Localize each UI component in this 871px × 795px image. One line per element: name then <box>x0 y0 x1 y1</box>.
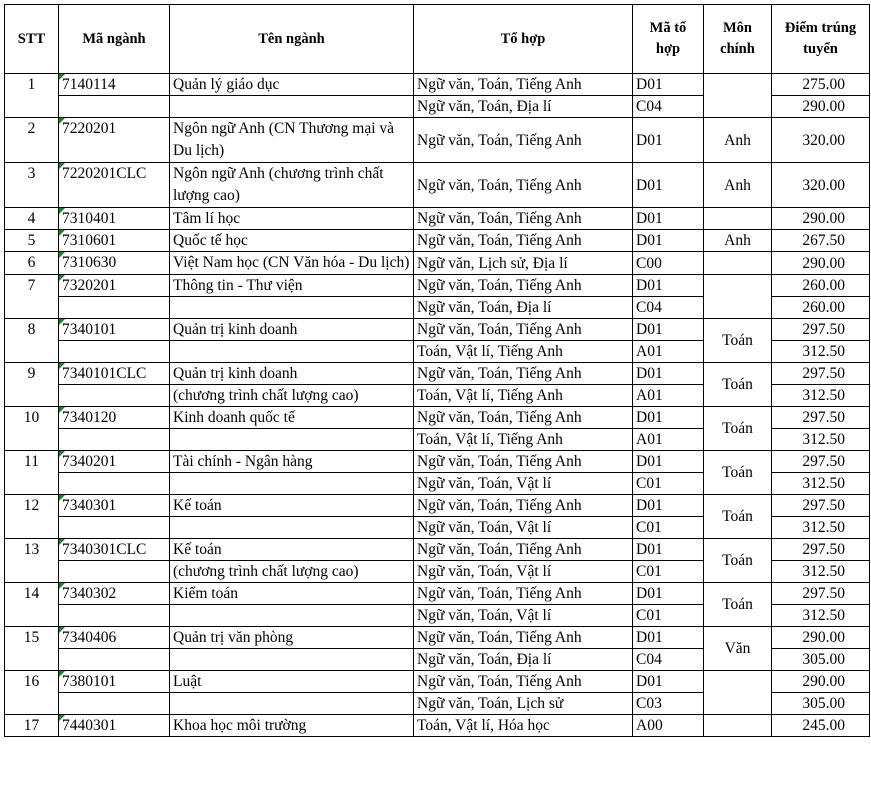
score-cell: 260.00 <box>772 275 870 297</box>
combo-cell: Ngữ văn, Toán, Địa lí <box>414 297 633 319</box>
combo-code-cell: C01 <box>633 561 704 583</box>
combo-code-cell: D01 <box>633 208 704 230</box>
stt-cell: 15 <box>5 627 59 671</box>
main-subject-cell: Toán <box>704 451 772 495</box>
combo-cell: Ngữ văn, Toán, Vật lí <box>414 605 633 627</box>
stt-cell: 6 <box>5 252 59 275</box>
table-row <box>5 671 870 693</box>
major-code-cell: 7220201CLC <box>59 163 170 208</box>
combo-code-cell: D01 <box>633 319 704 341</box>
major-name-cell: Quản lý giáo dục <box>170 74 414 96</box>
table-row <box>5 715 870 737</box>
main-subject-cell <box>704 715 772 737</box>
score-cell: 312.50 <box>772 429 870 451</box>
major-name-cell: Quốc tế học <box>170 230 414 252</box>
main-subject-cell <box>704 74 772 118</box>
major-name-cell: Kế toán <box>170 539 414 561</box>
major-code-cell-empty <box>59 517 170 539</box>
main-subject-cell <box>704 275 772 319</box>
major-name-cell: Ngôn ngữ Anh (CN Thương mại và Du lịch) <box>170 118 414 163</box>
combo-code-cell: C01 <box>633 517 704 539</box>
table-row <box>5 627 870 649</box>
combo-cell: Toán, Vật lí, Tiếng Anh <box>414 429 633 451</box>
header-ten-nganh: Tên ngành <box>170 5 414 74</box>
major-code-cell-empty <box>59 473 170 495</box>
combo-code-cell: D01 <box>633 230 704 252</box>
score-cell: 312.50 <box>772 517 870 539</box>
table-row <box>5 583 870 605</box>
score-cell: 260.00 <box>772 297 870 319</box>
combo-code-cell: C04 <box>633 297 704 319</box>
combo-cell: Ngữ văn, Toán, Vật lí <box>414 517 633 539</box>
combo-code-cell: D01 <box>633 671 704 693</box>
combo-code-cell: D01 <box>633 495 704 517</box>
major-name-cell-empty <box>170 429 414 451</box>
major-name-cell: Việt Nam học (CN Văn hóa - Du lịch) <box>170 252 414 275</box>
main-subject-cell: Toán <box>704 319 772 363</box>
major-name-cell-empty <box>170 605 414 627</box>
table-row <box>5 363 870 385</box>
stt-cell: 5 <box>5 230 59 252</box>
table-row <box>5 495 870 517</box>
combo-code-cell: D01 <box>633 583 704 605</box>
major-code-cell-empty <box>59 341 170 363</box>
major-name-cell-cont: (chương trình chất lượng cao) <box>170 385 414 407</box>
combo-code-cell: C04 <box>633 649 704 671</box>
table-row <box>5 539 870 561</box>
main-subject-cell: Toán <box>704 407 772 451</box>
stt-cell: 13 <box>5 539 59 583</box>
score-cell: 297.50 <box>772 451 870 473</box>
score-cell: 290.00 <box>772 671 870 693</box>
major-name-cell-empty <box>170 96 414 118</box>
combo-cell: Ngữ văn, Toán, Tiếng Anh <box>414 118 633 163</box>
major-name-cell: Tài chính - Ngân hàng <box>170 451 414 473</box>
combo-code-cell: C00 <box>633 252 704 275</box>
combo-code-cell: A01 <box>633 341 704 363</box>
stt-cell: 4 <box>5 208 59 230</box>
major-code-cell-empty <box>59 649 170 671</box>
major-code-cell: 7310630 <box>59 252 170 275</box>
combo-code-cell: A01 <box>633 429 704 451</box>
table-row <box>5 74 870 96</box>
major-name-cell: Kế toán <box>170 495 414 517</box>
main-subject-cell: Toán <box>704 363 772 407</box>
score-cell: 312.50 <box>772 605 870 627</box>
stt-cell: 7 <box>5 275 59 319</box>
major-name-cell: Luật <box>170 671 414 693</box>
combo-code-cell: D01 <box>633 363 704 385</box>
major-code-cell-empty <box>59 693 170 715</box>
admission-score-table <box>4 4 870 737</box>
main-subject-cell: Anh <box>704 163 772 208</box>
combo-cell: Ngữ văn, Toán, Vật lí <box>414 473 633 495</box>
major-name-cell: Quản trị kinh doanh <box>170 319 414 341</box>
stt-cell: 16 <box>5 671 59 715</box>
combo-cell: Ngữ văn, Toán, Tiếng Anh <box>414 495 633 517</box>
header-mon-chinh: Môn chính <box>704 5 772 74</box>
table-row <box>5 208 870 230</box>
combo-code-cell: A00 <box>633 715 704 737</box>
score-cell: 297.50 <box>772 583 870 605</box>
combo-cell: Ngữ văn, Toán, Tiếng Anh <box>414 319 633 341</box>
table-row <box>5 451 870 473</box>
major-code-cell: 7140114 <box>59 74 170 96</box>
combo-cell: Ngữ văn, Lịch sử, Địa lí <box>414 252 633 275</box>
major-code-cell: 7340406 <box>59 627 170 649</box>
combo-cell: Ngữ văn, Toán, Tiếng Anh <box>414 230 633 252</box>
main-subject-cell <box>704 671 772 715</box>
combo-cell: Ngữ văn, Toán, Tiếng Anh <box>414 363 633 385</box>
major-code-cell: 7340101 <box>59 319 170 341</box>
stt-cell: 11 <box>5 451 59 495</box>
stt-cell: 1 <box>5 74 59 118</box>
major-code-cell: 7340302 <box>59 583 170 605</box>
combo-code-cell: D01 <box>633 163 704 208</box>
score-cell: 297.50 <box>772 363 870 385</box>
major-code-cell: 7340201 <box>59 451 170 473</box>
table-row <box>5 407 870 429</box>
combo-cell: Ngữ văn, Toán, Tiếng Anh <box>414 627 633 649</box>
combo-cell: Ngữ văn, Toán, Địa lí <box>414 96 633 118</box>
major-code-cell-empty <box>59 297 170 319</box>
major-code-cell: 7440301 <box>59 715 170 737</box>
combo-cell: Ngữ văn, Toán, Tiếng Anh <box>414 583 633 605</box>
major-code-cell: 7320201 <box>59 275 170 297</box>
header-diem: Điểm trúng tuyển <box>772 5 870 74</box>
major-code-cell: 7380101 <box>59 671 170 693</box>
main-subject-cell <box>704 208 772 230</box>
major-name-cell: Kiểm toán <box>170 583 414 605</box>
combo-cell: Ngữ văn, Toán, Tiếng Anh <box>414 163 633 208</box>
combo-code-cell: D01 <box>633 74 704 96</box>
main-subject-cell: Anh <box>704 230 772 252</box>
combo-code-cell: C03 <box>633 693 704 715</box>
combo-code-cell: C01 <box>633 473 704 495</box>
major-code-cell-empty <box>59 96 170 118</box>
score-cell: 305.00 <box>772 693 870 715</box>
score-cell: 305.00 <box>772 649 870 671</box>
table-row <box>5 118 870 163</box>
major-name-cell: Kinh doanh quốc tế <box>170 407 414 429</box>
combo-cell: Ngữ văn, Toán, Lịch sử <box>414 693 633 715</box>
major-code-cell: 7310401 <box>59 208 170 230</box>
score-cell: 320.00 <box>772 118 870 163</box>
major-code-cell: 7340301 <box>59 495 170 517</box>
main-subject-cell: Toán <box>704 495 772 539</box>
main-subject-cell: Toán <box>704 583 772 627</box>
stt-cell: 12 <box>5 495 59 539</box>
major-name-cell: Khoa học môi trường <box>170 715 414 737</box>
table-row <box>5 275 870 297</box>
major-name-cell-cont: (chương trình chất lượng cao) <box>170 561 414 583</box>
main-subject-cell <box>704 252 772 275</box>
major-name-cell-empty <box>170 649 414 671</box>
header-ma-nganh: Mã ngành <box>59 5 170 74</box>
major-name-cell-empty <box>170 297 414 319</box>
combo-cell: Toán, Vật lí, Tiếng Anh <box>414 341 633 363</box>
combo-code-cell: D01 <box>633 451 704 473</box>
combo-cell: Ngữ văn, Toán, Địa lí <box>414 649 633 671</box>
score-cell: 290.00 <box>772 208 870 230</box>
combo-code-cell: D01 <box>633 539 704 561</box>
combo-cell: Ngữ văn, Toán, Tiếng Anh <box>414 671 633 693</box>
stt-cell: 10 <box>5 407 59 451</box>
major-code-cell: 7340120 <box>59 407 170 429</box>
major-name-cell: Quản trị văn phòng <box>170 627 414 649</box>
table-row <box>5 163 870 208</box>
major-code-cell: 7340101CLC <box>59 363 170 385</box>
main-subject-cell: Văn <box>704 627 772 671</box>
major-code-cell: 7310601 <box>59 230 170 252</box>
score-cell: 290.00 <box>772 252 870 275</box>
major-name-cell-empty <box>170 473 414 495</box>
score-cell: 290.00 <box>772 627 870 649</box>
stt-cell: 8 <box>5 319 59 363</box>
score-cell: 320.00 <box>772 163 870 208</box>
combo-cell: Ngữ văn, Toán, Tiếng Anh <box>414 539 633 561</box>
combo-cell: Ngữ văn, Toán, Vật lí <box>414 561 633 583</box>
table-row <box>5 319 870 341</box>
score-cell: 275.00 <box>772 74 870 96</box>
combo-cell: Ngữ văn, Toán, Tiếng Anh <box>414 451 633 473</box>
score-cell: 312.50 <box>772 473 870 495</box>
major-code-cell-empty <box>59 385 170 407</box>
table-row <box>5 252 870 275</box>
score-cell: 245.00 <box>772 715 870 737</box>
stt-cell: 17 <box>5 715 59 737</box>
combo-code-cell: D01 <box>633 627 704 649</box>
combo-code-cell: C04 <box>633 96 704 118</box>
combo-cell: Ngữ văn, Toán, Tiếng Anh <box>414 275 633 297</box>
table-row <box>5 230 870 252</box>
combo-code-cell: D01 <box>633 407 704 429</box>
score-cell: 267.50 <box>772 230 870 252</box>
header-to-hop: Tổ hợp <box>414 5 633 74</box>
combo-cell: Toán, Vật lí, Tiếng Anh <box>414 385 633 407</box>
combo-code-cell: C01 <box>633 605 704 627</box>
header-row <box>5 5 870 74</box>
score-cell: 297.50 <box>772 539 870 561</box>
major-code-cell-empty <box>59 605 170 627</box>
major-code-cell: 7340301CLC <box>59 539 170 561</box>
main-subject-cell: Anh <box>704 118 772 163</box>
score-cell: 297.50 <box>772 407 870 429</box>
main-subject-cell: Toán <box>704 539 772 583</box>
combo-cell: Ngữ văn, Toán, Tiếng Anh <box>414 407 633 429</box>
major-name-cell: Tâm lí học <box>170 208 414 230</box>
combo-code-cell: A01 <box>633 385 704 407</box>
major-name-cell-empty <box>170 693 414 715</box>
major-name-cell: Quản trị kinh doanh <box>170 363 414 385</box>
score-cell: 312.50 <box>772 341 870 363</box>
stt-cell: 3 <box>5 163 59 208</box>
stt-cell: 9 <box>5 363 59 407</box>
combo-code-cell: D01 <box>633 275 704 297</box>
major-name-cell-empty <box>170 341 414 363</box>
score-cell: 312.50 <box>772 561 870 583</box>
score-cell: 312.50 <box>772 385 870 407</box>
header-stt: STT <box>5 5 59 74</box>
score-cell: 297.50 <box>772 319 870 341</box>
combo-cell: Ngữ văn, Toán, Tiếng Anh <box>414 208 633 230</box>
score-cell: 297.50 <box>772 495 870 517</box>
stt-cell: 14 <box>5 583 59 627</box>
stt-cell: 2 <box>5 118 59 163</box>
combo-cell: Toán, Vật lí, Hóa học <box>414 715 633 737</box>
major-code-cell-empty <box>59 561 170 583</box>
major-name-cell-empty <box>170 517 414 539</box>
combo-code-cell: D01 <box>633 118 704 163</box>
major-name-cell: Thông tin - Thư viện <box>170 275 414 297</box>
score-cell: 290.00 <box>772 96 870 118</box>
major-code-cell-empty <box>59 429 170 451</box>
major-name-cell: Ngôn ngữ Anh (chương trình chất lượng cao) <box>170 163 414 208</box>
header-ma-to-hop: Mã tổ hợp <box>633 5 704 74</box>
combo-cell: Ngữ văn, Toán, Tiếng Anh <box>414 74 633 96</box>
major-code-cell: 7220201 <box>59 118 170 163</box>
